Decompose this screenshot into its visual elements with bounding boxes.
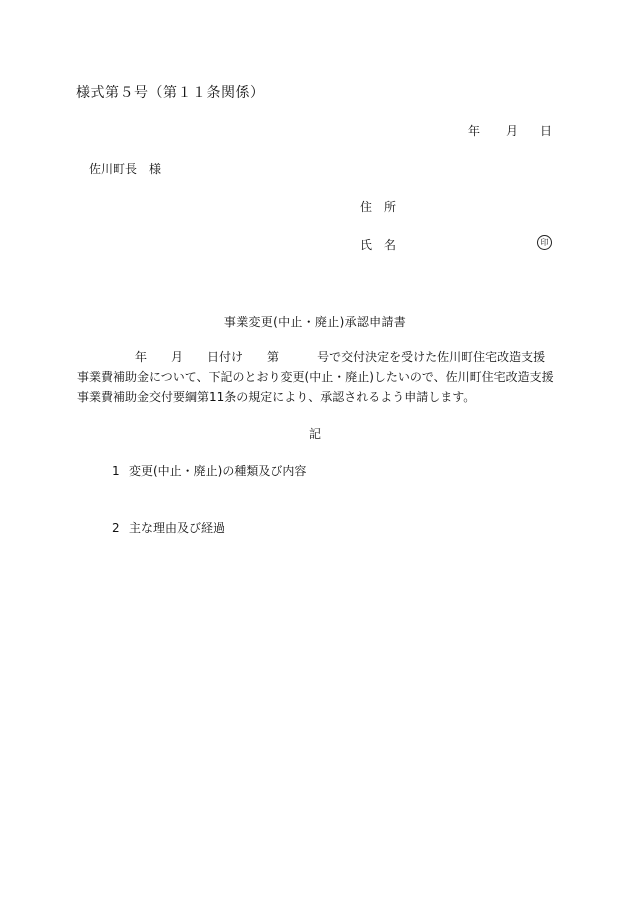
body-line-1 [77,347,549,367]
date-day-label: 日 [540,124,553,138]
item-number: 1 [112,464,120,478]
body-line-3: 事業費補助金交付要綱第11条の規定により、承認されるよう申請します。 [77,390,476,404]
body-year: 年 [135,350,148,364]
name-label: 氏名 [360,238,409,252]
form-number: 様式第５号（第１１条関係） [76,85,265,101]
body-line-2: 事業費補助金について、下記のとおり変更(中止・廃止)したいので、佐川町住宅改造支援 [77,370,554,384]
item-number: 2 [112,521,120,535]
item-label: 主な理由及び経過 [129,521,226,535]
date-year-label: 年 [468,124,481,138]
date-month-label: 月 [506,124,519,138]
list-item [112,519,225,536]
addressee: 佐川町長 様 [89,162,162,176]
body-number-prefix: 第 [267,350,280,364]
body-month: 月 [171,350,184,364]
seal-icon: 印 [537,235,552,250]
ki-heading: 記 [308,427,321,441]
address-label: 住所 [360,200,409,214]
document-title: 事業変更(中止・廃止)承認申請書 [223,315,407,329]
list-item [112,462,306,479]
body-line-1-rest: 号で交付決定を受けた佐川町住宅改造支援 [317,350,546,364]
item-label: 変更(中止・廃止)の種類及び内容 [129,464,307,478]
body-dated: 日付け [207,350,244,364]
